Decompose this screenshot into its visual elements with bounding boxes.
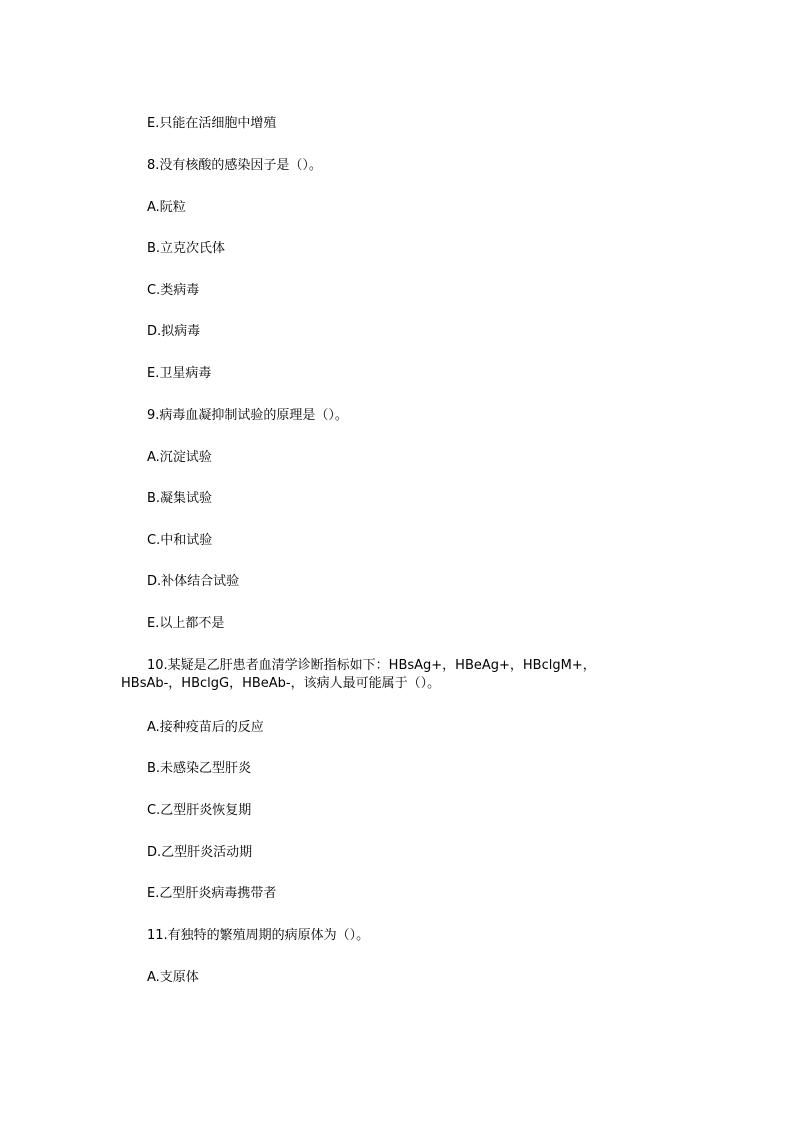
option-8c: C.类病毒 <box>147 283 200 298</box>
option-8a: A.阮粒 <box>147 200 186 215</box>
option-11a: A.支原体 <box>147 970 199 985</box>
option-10b: B.未感染乙型肝炎 <box>147 761 252 776</box>
question-9: 9.病毒血凝抑制试验的原理是（）。 <box>147 408 348 423</box>
option-8e: E.卫星病毒 <box>147 366 212 381</box>
option-8d: D.拟病毒 <box>147 324 201 339</box>
option-7e: E.只能在活细胞中增殖 <box>147 116 277 131</box>
option-10e: E.乙型肝炎病毒携带者 <box>147 886 277 901</box>
option-9e: E.以上都不是 <box>147 616 225 631</box>
option-10d: D.乙型肝炎活动期 <box>147 845 253 860</box>
option-9c: C.中和试验 <box>147 533 213 548</box>
option-9b: B.凝集试验 <box>147 491 213 506</box>
option-9a: A.沉淀试验 <box>147 450 212 465</box>
option-10c: C.乙型肝炎恢复期 <box>147 803 252 818</box>
option-8b: B.立克次氏体 <box>147 241 226 256</box>
question-11: 11.有独特的繁殖周期的病原体为（）。 <box>147 928 370 943</box>
question-8: 8.没有核酸的感染因子是（）。 <box>147 158 322 173</box>
option-10a: A.接种疫苗后的反应 <box>147 720 264 735</box>
question-10: 10.某疑是乙肝患者血清学诊断指标如下：HBsAg+，HBeAg+，HBclgM+，HBsAb-，HBclgG，HBeAb-，该病人最可能属于（）。 <box>121 658 596 691</box>
option-9d: D.补体结合试验 <box>147 574 240 589</box>
